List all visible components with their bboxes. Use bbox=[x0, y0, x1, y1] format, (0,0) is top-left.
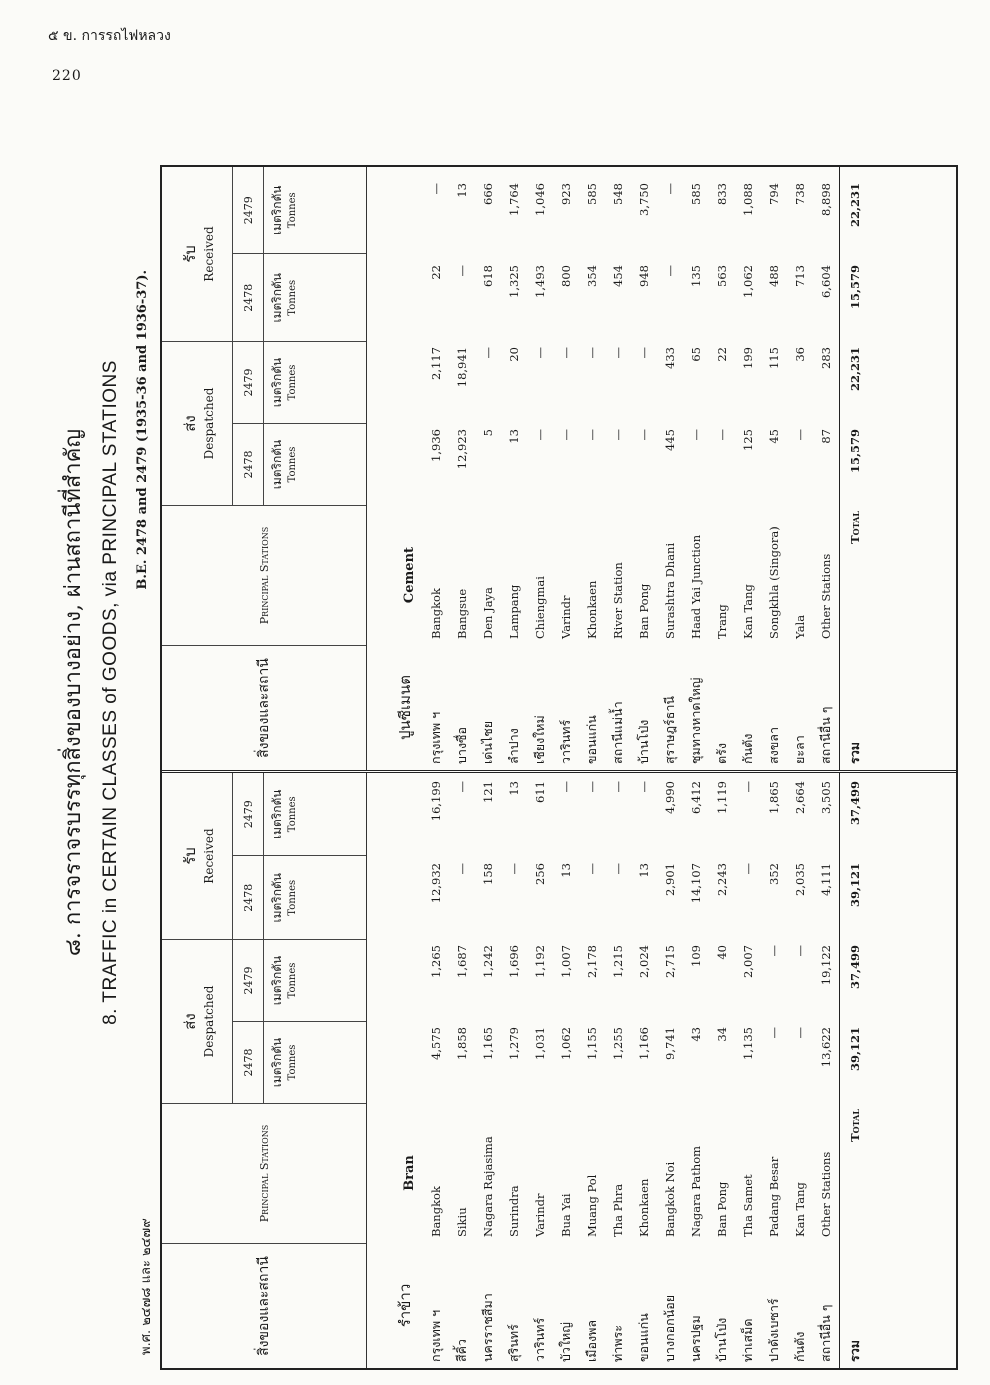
station-english: Ban Pong bbox=[715, 1181, 729, 1237]
station-thai: วารินทร์ bbox=[558, 719, 573, 764]
despatched-2478: — bbox=[793, 1027, 807, 1039]
despatched-2479: — bbox=[611, 347, 625, 359]
despatched-2479: 19,122 bbox=[819, 945, 833, 986]
table-header bbox=[162, 167, 367, 770]
received-2479: 4,990 bbox=[663, 781, 677, 814]
station-thai: ชุมทางหาดใหญ่ bbox=[688, 677, 703, 764]
station-english: Haad Yai Junction bbox=[689, 534, 703, 639]
station-thai: นครปฐม bbox=[688, 1315, 703, 1362]
category-thai: ปูนซีเมนต bbox=[396, 675, 414, 740]
station-english: Other Stations bbox=[819, 1151, 833, 1237]
received-2479: 13 bbox=[507, 781, 521, 796]
table-row bbox=[449, 773, 475, 1368]
table-row bbox=[423, 773, 449, 1368]
despatched-2478: 1,165 bbox=[481, 1027, 495, 1060]
category-thai: รำข้าว bbox=[396, 1283, 414, 1328]
station-thai: กรุงเทพ ฯ bbox=[428, 1309, 443, 1362]
station-thai: วารินทร์ bbox=[532, 1317, 547, 1362]
received-2479: 1,119 bbox=[715, 781, 729, 814]
received-2479: — bbox=[559, 781, 573, 793]
station-english: Ban Pong bbox=[637, 583, 651, 639]
received-2478: 563 bbox=[715, 265, 729, 287]
station-english: Muang Pol bbox=[585, 1174, 599, 1237]
total-row bbox=[839, 773, 870, 1368]
total-label-english: Total bbox=[848, 511, 862, 544]
table-row bbox=[475, 773, 501, 1368]
received-2478: — bbox=[507, 863, 521, 875]
station-thai: ยะลา bbox=[792, 735, 807, 764]
despatched-2478: 1,155 bbox=[585, 1027, 599, 1060]
page-section-header: ๕ ข. การรถไฟหลวง bbox=[48, 28, 171, 44]
station-english: Den Jaya bbox=[481, 587, 495, 639]
station-english: Varindr bbox=[559, 595, 573, 639]
despatched-2479: — bbox=[559, 347, 573, 359]
station-thai: นครราชสีมา bbox=[480, 1293, 495, 1362]
despatched-2478: — bbox=[611, 429, 625, 441]
received-2478: 13 bbox=[559, 863, 573, 878]
despatched-2479: 36 bbox=[793, 347, 807, 362]
received-2479: 1,764 bbox=[507, 183, 521, 216]
received-2479: 8,898 bbox=[819, 183, 833, 216]
despatched-2479: 18,941 bbox=[455, 347, 469, 388]
despatched-2479: — bbox=[637, 347, 651, 359]
received-2478: — bbox=[741, 863, 755, 875]
station-english: Khonkaen bbox=[637, 1178, 651, 1237]
category-english: Cement bbox=[402, 546, 417, 604]
received-2478: 2,035 bbox=[793, 863, 807, 896]
despatched-2479: 65 bbox=[689, 347, 703, 362]
received-2479: 794 bbox=[767, 183, 781, 205]
table-row bbox=[657, 167, 683, 770]
despatched-2478: 1,135 bbox=[741, 1027, 755, 1060]
received-2478: — bbox=[611, 863, 625, 875]
station-english: Bua Yai bbox=[559, 1193, 573, 1237]
category-english: Bran bbox=[402, 1155, 417, 1191]
received-2478: 256 bbox=[533, 863, 547, 885]
category-row bbox=[367, 167, 423, 770]
total-label-english: Total bbox=[848, 1109, 862, 1142]
station-english: Kan Tang bbox=[741, 584, 755, 639]
received-2479: 3,750 bbox=[637, 183, 651, 216]
station-english: Sikiu bbox=[455, 1207, 469, 1237]
despatched-2478: — bbox=[585, 429, 599, 441]
title-english: 8. TRAFFIC in CERTAIN CLASSES of GOODS, via PRINCIPAL STATIONS bbox=[100, 360, 121, 1025]
despatched-2478: 87 bbox=[819, 429, 833, 444]
station-thai: ลำปาง bbox=[506, 728, 521, 764]
station-thai: บ้านโป่ง bbox=[636, 719, 651, 764]
received-2479: — bbox=[429, 183, 443, 195]
station-english: Kan Tang bbox=[793, 1182, 807, 1237]
received-2478: 22 bbox=[429, 265, 443, 280]
station-english: Other Stations bbox=[819, 553, 833, 639]
despatched-2478: — bbox=[793, 429, 807, 441]
table-row bbox=[631, 773, 657, 1368]
received-2478: 1,325 bbox=[507, 265, 521, 298]
despatched-2479: 1,242 bbox=[481, 945, 495, 978]
despatched-2479: 2,117 bbox=[429, 347, 443, 380]
station-english: Lampang bbox=[507, 584, 521, 639]
received-2478: 800 bbox=[559, 265, 573, 287]
table-body bbox=[367, 773, 956, 1368]
station-thai: สถานีอื่น ๆ bbox=[818, 1304, 833, 1362]
despatched-2478: — bbox=[559, 429, 573, 441]
received-2479: — bbox=[611, 781, 625, 793]
category-row bbox=[367, 773, 423, 1368]
station-english: Nagara Pathom bbox=[689, 1145, 703, 1237]
despatched-2479: 20 bbox=[507, 347, 521, 362]
received-2479: — bbox=[663, 183, 677, 195]
received-2478: — bbox=[455, 863, 469, 875]
station-english: Yala bbox=[793, 614, 807, 639]
station-thai: ขอนแก่น bbox=[636, 1313, 651, 1362]
table-row bbox=[709, 773, 735, 1368]
received-2479: 6,412 bbox=[689, 781, 703, 814]
station-thai: ตรัง bbox=[714, 743, 729, 764]
received-2479: 611 bbox=[533, 781, 547, 803]
total-received-2478: 15,579 bbox=[848, 265, 862, 310]
station-thai: สงขลา bbox=[766, 727, 781, 764]
station-thai: บางซื่อ bbox=[454, 726, 469, 764]
station-thai: ปาดังเบซาร์ bbox=[766, 1298, 781, 1362]
station-thai: เมืองพล bbox=[584, 1319, 599, 1362]
received-2478: — bbox=[663, 265, 677, 277]
table-row bbox=[579, 773, 605, 1368]
received-2479: 3,505 bbox=[819, 781, 833, 814]
table-row bbox=[657, 773, 683, 1368]
station-english: Varindr bbox=[533, 1193, 547, 1237]
table-row bbox=[475, 167, 501, 770]
station-thai: สถานีอื่น ๆ bbox=[818, 706, 833, 764]
despatched-2479: 115 bbox=[767, 347, 781, 369]
table-row bbox=[501, 773, 527, 1368]
received-2479: 1,046 bbox=[533, 183, 547, 216]
despatched-2478: 1,936 bbox=[429, 429, 443, 462]
station-english: Bangkok bbox=[429, 588, 443, 639]
received-2479: 923 bbox=[559, 183, 573, 205]
table-row bbox=[449, 167, 475, 770]
table-row bbox=[787, 773, 813, 1368]
despatched-2479: 1,696 bbox=[507, 945, 521, 978]
station-thai: เชียงใหม่ bbox=[532, 715, 547, 764]
received-2479: 738 bbox=[793, 183, 807, 205]
despatched-2478: — bbox=[767, 1027, 781, 1039]
station-thai: ท่าเสม็ด bbox=[740, 1318, 755, 1362]
despatched-2478: — bbox=[533, 429, 547, 441]
received-2479: 1,865 bbox=[767, 781, 781, 814]
despatched-2479: 2,178 bbox=[585, 945, 599, 978]
received-2478: — bbox=[455, 265, 469, 277]
despatched-2478: 43 bbox=[689, 1027, 703, 1042]
despatched-2479: 2,715 bbox=[663, 945, 677, 978]
received-2478: 948 bbox=[637, 265, 651, 287]
header-received: รับ Received 2478 เมตริกตัน Tonnes 2479 เมตริกตัน Tonnes bbox=[162, 773, 366, 939]
table-row bbox=[553, 167, 579, 770]
station-english: Nagara Rajasima bbox=[481, 1136, 495, 1237]
total-received-2478: 39,121 bbox=[848, 863, 862, 908]
header-despatched: ส่ง Despatched 2478 เมตริกตัน Tonnes 2479 เมตริกตัน Tonnes bbox=[162, 939, 366, 1103]
received-2479: 2,664 bbox=[793, 781, 807, 814]
station-thai: สุรินทร์ bbox=[506, 1324, 521, 1362]
station-thai: บ้านโป่ง bbox=[714, 1317, 729, 1362]
despatched-2478: 1,166 bbox=[637, 1027, 651, 1060]
table-header bbox=[162, 773, 367, 1368]
despatched-2478: 1,255 bbox=[611, 1027, 625, 1060]
traffic-table bbox=[160, 165, 958, 1370]
total-despatched-2478: 39,121 bbox=[848, 1027, 862, 1072]
received-2478: 488 bbox=[767, 265, 781, 287]
received-2479: 548 bbox=[611, 183, 625, 205]
header-goods-thai: สิ่งของและสถานี bbox=[162, 1243, 366, 1368]
table-row bbox=[527, 167, 553, 770]
received-2478: 158 bbox=[481, 863, 495, 885]
received-2478: 713 bbox=[793, 265, 807, 287]
received-2478: 1,493 bbox=[533, 265, 547, 298]
received-2478: 135 bbox=[689, 265, 703, 287]
despatched-2479: 283 bbox=[819, 347, 833, 369]
despatched-2479: — bbox=[585, 347, 599, 359]
received-2479: 666 bbox=[481, 183, 495, 205]
received-2479: — bbox=[455, 781, 469, 793]
table-row bbox=[709, 167, 735, 770]
despatched-2479: 433 bbox=[663, 347, 677, 369]
header-goods-thai: สิ่งของและสถานี bbox=[162, 645, 366, 770]
table-row bbox=[579, 167, 605, 770]
total-received-2479: 22,231 bbox=[848, 183, 862, 228]
despatched-2479: 1,265 bbox=[429, 945, 443, 978]
station-english: Surindra bbox=[507, 1185, 521, 1237]
received-2478: 1,062 bbox=[741, 265, 755, 298]
despatched-2479: 22 bbox=[715, 347, 729, 362]
total-despatched-2478: 15,579 bbox=[848, 429, 862, 474]
station-thai: สีคิ้ว bbox=[454, 1338, 469, 1362]
despatched-2478: 13 bbox=[507, 429, 521, 444]
despatched-2479: 1,007 bbox=[559, 945, 573, 978]
station-english: Songkhla (Singora) bbox=[767, 526, 781, 639]
total-row bbox=[839, 167, 870, 770]
despatched-2478: 445 bbox=[663, 429, 677, 451]
received-2478: 13 bbox=[637, 863, 651, 878]
despatched-2478: 1,279 bbox=[507, 1027, 521, 1060]
station-thai: บัวใหญ่ bbox=[558, 1322, 573, 1362]
received-2478: 454 bbox=[611, 265, 625, 287]
station-thai: กันตัง bbox=[792, 1331, 807, 1362]
received-2478: 12,932 bbox=[429, 863, 443, 904]
despatched-2479: 40 bbox=[715, 945, 729, 960]
despatched-2478: — bbox=[689, 429, 703, 441]
table-row bbox=[761, 167, 787, 770]
despatched-2479: 1,192 bbox=[533, 945, 547, 978]
station-english: River Station bbox=[611, 562, 625, 639]
station-english: Surashtra Dhani bbox=[663, 542, 677, 639]
bran-table bbox=[162, 770, 956, 1368]
despatched-2479: 2,024 bbox=[637, 945, 651, 978]
cement-table bbox=[162, 167, 956, 770]
received-2479: — bbox=[637, 781, 651, 793]
station-thai: กรุงเทพ ฯ bbox=[428, 711, 443, 764]
table-row bbox=[761, 773, 787, 1368]
table-row bbox=[423, 167, 449, 770]
table-row bbox=[735, 773, 761, 1368]
despatched-2479: — bbox=[767, 945, 781, 957]
received-2478: 4,111 bbox=[819, 863, 833, 896]
despatched-2479: 199 bbox=[741, 347, 755, 369]
despatched-2479: 2,007 bbox=[741, 945, 755, 978]
total-label-thai: รวม bbox=[847, 742, 862, 764]
received-2478: 354 bbox=[585, 265, 599, 287]
received-2478: 2,243 bbox=[715, 863, 729, 896]
despatched-2479: 109 bbox=[689, 945, 703, 967]
table-row bbox=[683, 773, 709, 1368]
table-row bbox=[605, 167, 631, 770]
station-thai: ขอนแก่น bbox=[584, 715, 599, 764]
despatched-2478: 1,031 bbox=[533, 1027, 547, 1060]
station-english: Khonkaen bbox=[585, 580, 599, 639]
despatched-2479: — bbox=[533, 347, 547, 359]
received-2478: 6,604 bbox=[819, 265, 833, 298]
station-thai: สุราษฎร์ธานี bbox=[662, 696, 677, 764]
table-row bbox=[527, 773, 553, 1368]
table-row bbox=[605, 773, 631, 1368]
despatched-2478: 9,741 bbox=[663, 1027, 677, 1060]
table-row bbox=[735, 167, 761, 770]
received-2478: 2,901 bbox=[663, 863, 677, 896]
table-row bbox=[787, 167, 813, 770]
received-2479: 121 bbox=[481, 781, 495, 803]
station-english: Tha Samet bbox=[741, 1174, 755, 1237]
total-received-2479: 37,499 bbox=[848, 781, 862, 826]
despatched-2479: — bbox=[793, 945, 807, 957]
despatched-2479: 1,687 bbox=[455, 945, 469, 978]
despatched-2478: — bbox=[637, 429, 651, 441]
received-2478: 352 bbox=[767, 863, 781, 885]
station-english: Bangsue bbox=[455, 588, 469, 639]
total-despatched-2479: 22,231 bbox=[848, 347, 862, 392]
total-despatched-2479: 37,499 bbox=[848, 945, 862, 990]
station-thai: เด่นไชย bbox=[480, 720, 495, 764]
received-2479: — bbox=[741, 781, 755, 793]
station-english: Bangkok Noi bbox=[663, 1161, 677, 1237]
year-thai: พ.ศ. ๒๔๗๘ และ ๒๔๗๙ bbox=[139, 1218, 154, 1355]
despatched-2478: 5 bbox=[481, 429, 495, 437]
header-stations: Principal Stations bbox=[162, 1103, 366, 1243]
despatched-2478: 125 bbox=[741, 429, 755, 451]
table-row bbox=[813, 773, 839, 1368]
received-2479: — bbox=[585, 781, 599, 793]
table-row bbox=[553, 773, 579, 1368]
table-row bbox=[631, 167, 657, 770]
station-thai: กันตัง bbox=[740, 733, 755, 764]
year-english: B.E. 2478 and 2479 (1935-36 and 1936-37). bbox=[135, 270, 150, 590]
received-2479: 833 bbox=[715, 183, 729, 205]
station-thai: สถานีแม่น้ำ bbox=[610, 701, 625, 764]
station-english: Padang Besar bbox=[767, 1156, 781, 1237]
total-label-thai: รวม bbox=[847, 1340, 862, 1362]
table-row bbox=[501, 167, 527, 770]
table-body bbox=[367, 167, 956, 770]
header-received: รับ Received 2478 เมตริกตัน Tonnes 2479 เมตริกตัน Tonnes bbox=[162, 167, 366, 341]
despatched-2478: 1,062 bbox=[559, 1027, 573, 1060]
despatched-2478: 13,622 bbox=[819, 1027, 833, 1068]
despatched-2478: 34 bbox=[715, 1027, 729, 1042]
station-thai: บางกอกน้อย bbox=[662, 1294, 677, 1362]
station-english: Chiengmai bbox=[533, 576, 547, 639]
despatched-2479: 1,215 bbox=[611, 945, 625, 978]
received-2479: 13 bbox=[455, 183, 469, 198]
table-row bbox=[683, 167, 709, 770]
despatched-2478: 12,923 bbox=[455, 429, 469, 470]
table-row bbox=[813, 167, 839, 770]
received-2478: 14,107 bbox=[689, 863, 703, 904]
station-thai: ท่าพระ bbox=[610, 1325, 625, 1362]
station-english: Tha Phra bbox=[611, 1183, 625, 1237]
station-english: Trang bbox=[715, 604, 729, 639]
title-thai: ๘. การจราจรบรรทุกสิ่งของบางอย่าง, ผ่านสถานีที่สำคัญ bbox=[61, 428, 86, 957]
despatched-2478: 45 bbox=[767, 429, 781, 444]
received-2479: 585 bbox=[689, 183, 703, 205]
station-english: Bangkok bbox=[429, 1186, 443, 1237]
header-despatched: ส่ง Despatched 2478 เมตริกตัน Tonnes 2479 เมตริกตัน Tonnes bbox=[162, 341, 366, 505]
despatched-2479: — bbox=[481, 347, 495, 359]
received-2479: 585 bbox=[585, 183, 599, 205]
header-stations: Principal Stations bbox=[162, 505, 366, 645]
despatched-2478: — bbox=[715, 429, 729, 441]
received-2478: — bbox=[585, 863, 599, 875]
received-2478: 618 bbox=[481, 265, 495, 287]
despatched-2478: 4,575 bbox=[429, 1027, 443, 1060]
page-number: 220 bbox=[52, 68, 82, 84]
despatched-2478: 1,858 bbox=[455, 1027, 469, 1060]
received-2479: 1,088 bbox=[741, 183, 755, 216]
received-2479: 16,199 bbox=[429, 781, 443, 822]
